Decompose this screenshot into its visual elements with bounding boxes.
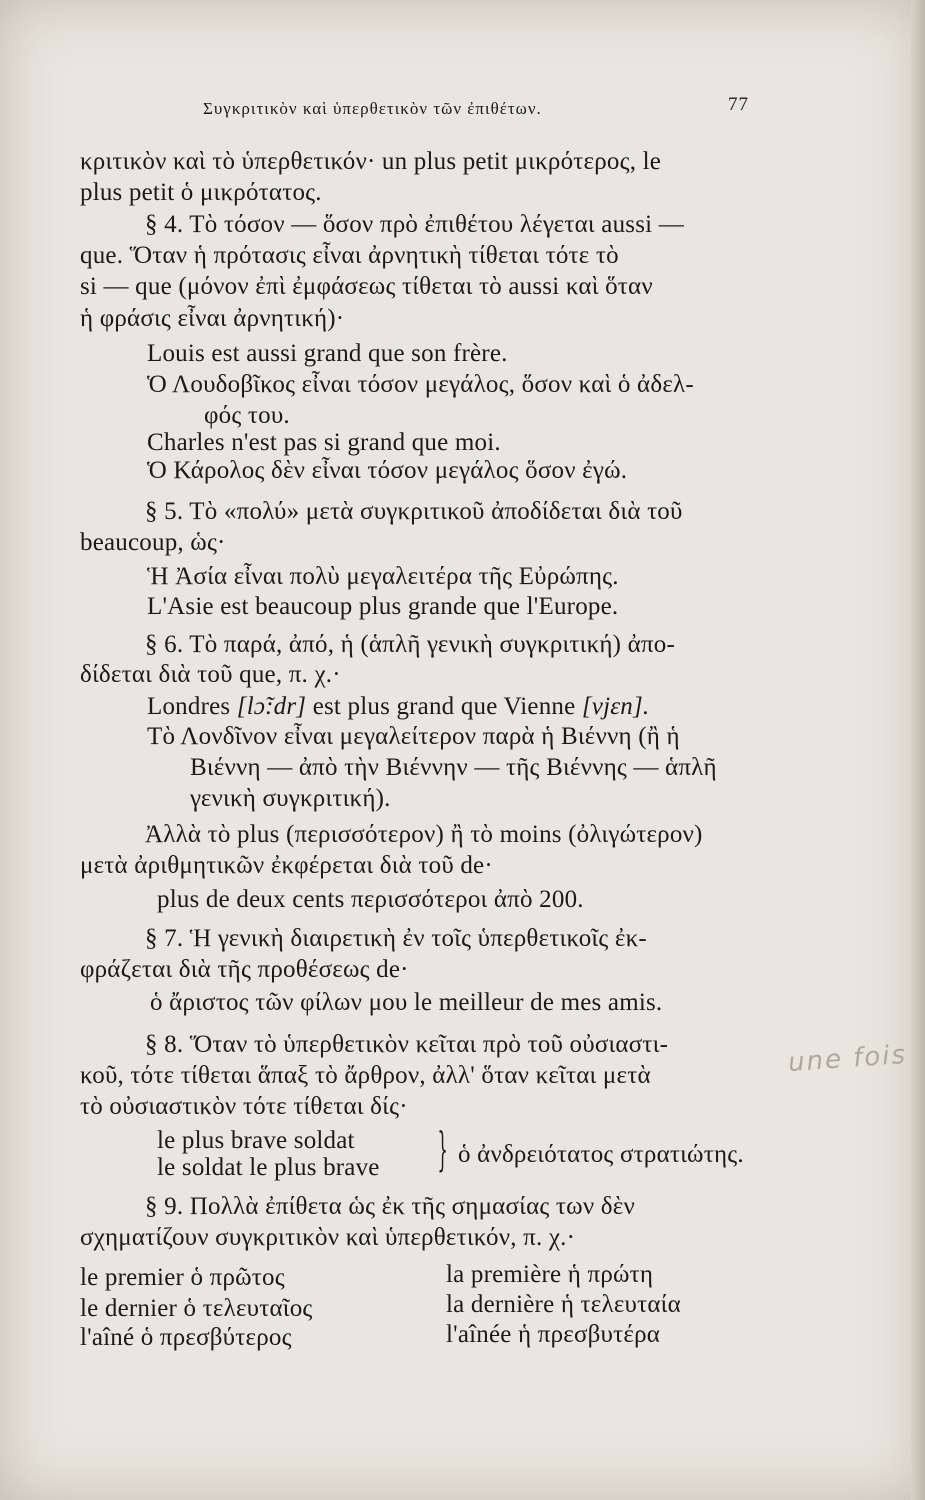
text-line: beaucoup, ὡς· [80, 529, 226, 556]
text-line: τὸ οὐσιαστικὸν τότε τίθεται δίς· [80, 1093, 408, 1120]
margin-pencil-note: une fois [787, 1039, 908, 1079]
text-line: μετὰ ἀριθμητικῶν ἐκφέρεται διὰ τοῦ de· [80, 852, 493, 879]
example-line: ὁ ἀνδρειότατος στρατιώτης. [458, 1141, 744, 1168]
example-line: φός του. [204, 402, 290, 429]
example-text: est plus grand que Vienne [306, 693, 582, 720]
example-line: plus de deux cents περισσότεροι ἀπὸ 200. [157, 886, 584, 913]
phonetic-transcription: [lɔ̃:dr] [236, 693, 307, 720]
text-line: que. Ὅταν ἡ πρότασις εἶναι ἀρνητικὴ τίθεται τότε τὸ [80, 242, 619, 269]
example-line: le plus brave soldat [157, 1127, 355, 1154]
text-line: δίδεται διὰ τοῦ que, π. χ.· [80, 661, 341, 688]
section-8-heading: § 8. Ὅταν τὸ ὑπερθετικὸν κεῖται πρὸ τοῦ οὐσιαστι- [145, 1031, 669, 1058]
section-9-heading: § 9. Πολλὰ ἐπίθετα ὡς ἐκ τῆς σημασίας των δὲν [145, 1193, 635, 1220]
example-line: Τὸ Λονδῖνον εἶναι μεγαλείτερον παρὰ ἡ Βιέννη (ἢ ἡ [147, 723, 680, 750]
text-line: κριτικὸν καὶ τὸ ὑπερθετικόν· un plus petit μικρότερος, le [80, 148, 662, 175]
example-line: la dernière ἡ τελευταία [446, 1291, 681, 1318]
text-line: σχηματίζουν συγκριτικὸν καὶ ὑπερθετικόν, π. χ.· [80, 1224, 576, 1251]
example-line: la première ἡ πρώτη [446, 1261, 654, 1288]
example-line: l'aîné ὁ πρεσβύτερος [80, 1324, 292, 1351]
example-line: Ὁ Λουδοβῖκος εἶναι τόσον μεγάλος, ὅσον καὶ ὁ ἀδελ- [147, 371, 694, 398]
brace-mark: } [437, 1122, 448, 1176]
example-line [147, 692, 649, 722]
example-line: le dernier ὁ τελευταῖος [80, 1295, 313, 1322]
section-5-heading: § 5. Τὸ «πολύ» μετὰ συγκριτικοῦ ἀποδίδεται διὰ τοῦ [145, 498, 683, 525]
example-line: ὁ ἄριστος τῶν φίλων μου le meilleur de mes amis. [150, 989, 663, 1016]
example-line: Ὁ Κάρολος δὲν εἶναι τόσον μεγάλος ὅσον ἐγώ. [147, 457, 628, 484]
example-line: le premier ὁ πρῶτος [80, 1264, 285, 1291]
phonetic-transcription: [vjɛn]. [581, 693, 650, 720]
section-6-heading: § 6. Τὸ παρά, ἀπό, ἡ (ἁπλῆ γενικὴ συγκριτική) ἀπο- [145, 631, 675, 658]
text-line: φράζεται διὰ τῆς προθέσεως de· [80, 956, 409, 983]
page-number: 77 [728, 94, 749, 115]
section-4-heading: § 4. Τὸ τόσον — ὅσον πρὸ ἐπιθέτου λέγεται aussi — [145, 211, 684, 238]
example-line: L'Asie est beaucoup plus grande que l'Europe. [147, 593, 619, 620]
example-line: le soldat le plus brave [157, 1154, 380, 1181]
text-line: si — que (μόνον ἐπὶ ἐμφάσεως τίθεται τὸ aussi καὶ ὅταν [80, 273, 653, 300]
example-text: Londres [147, 693, 237, 720]
text-line: ἡ φράσις εἶναι ἀρνητική)· [80, 305, 345, 332]
section-7-heading: § 7. Ἡ γενικὴ διαιρετικὴ ἐν τοῖς ὑπερθετικοῖς ἐκ- [145, 925, 647, 952]
example-line: Βιέννη — ἀπὸ τὴν Βιέννην — τῆς Βιέννης — ἁπλῆ [190, 754, 717, 781]
text-line: plus petit ὁ μικρότατος. [80, 179, 322, 206]
text-line: Ἀλλὰ τὸ plus (περισσότερον) ἢ τὸ moins (ὀλιγώτερον) [145, 821, 703, 848]
example-line: Ἡ Ἀσία εἶναι πολὺ μεγαλειτέρα τῆς Εὐρώπης. [147, 563, 619, 590]
running-title: Συγκριτικὸν καὶ ὑπερθετικὸν τῶν ἐπιθέτων. [203, 99, 542, 118]
example-line: Louis est aussi grand que son frère. [147, 340, 508, 367]
text-line: κοῦ, τότε τίθεται ἅπαξ τὸ ἄρθρον, ἀλλ' ὅταν κεῖται μετὰ [80, 1062, 651, 1089]
example-line: Charles n'est pas si grand que moi. [147, 429, 501, 456]
example-line: γενικὴ συγκριτική). [190, 785, 391, 812]
example-line: l'aînée ἡ πρεσβυτέρα [446, 1321, 661, 1348]
